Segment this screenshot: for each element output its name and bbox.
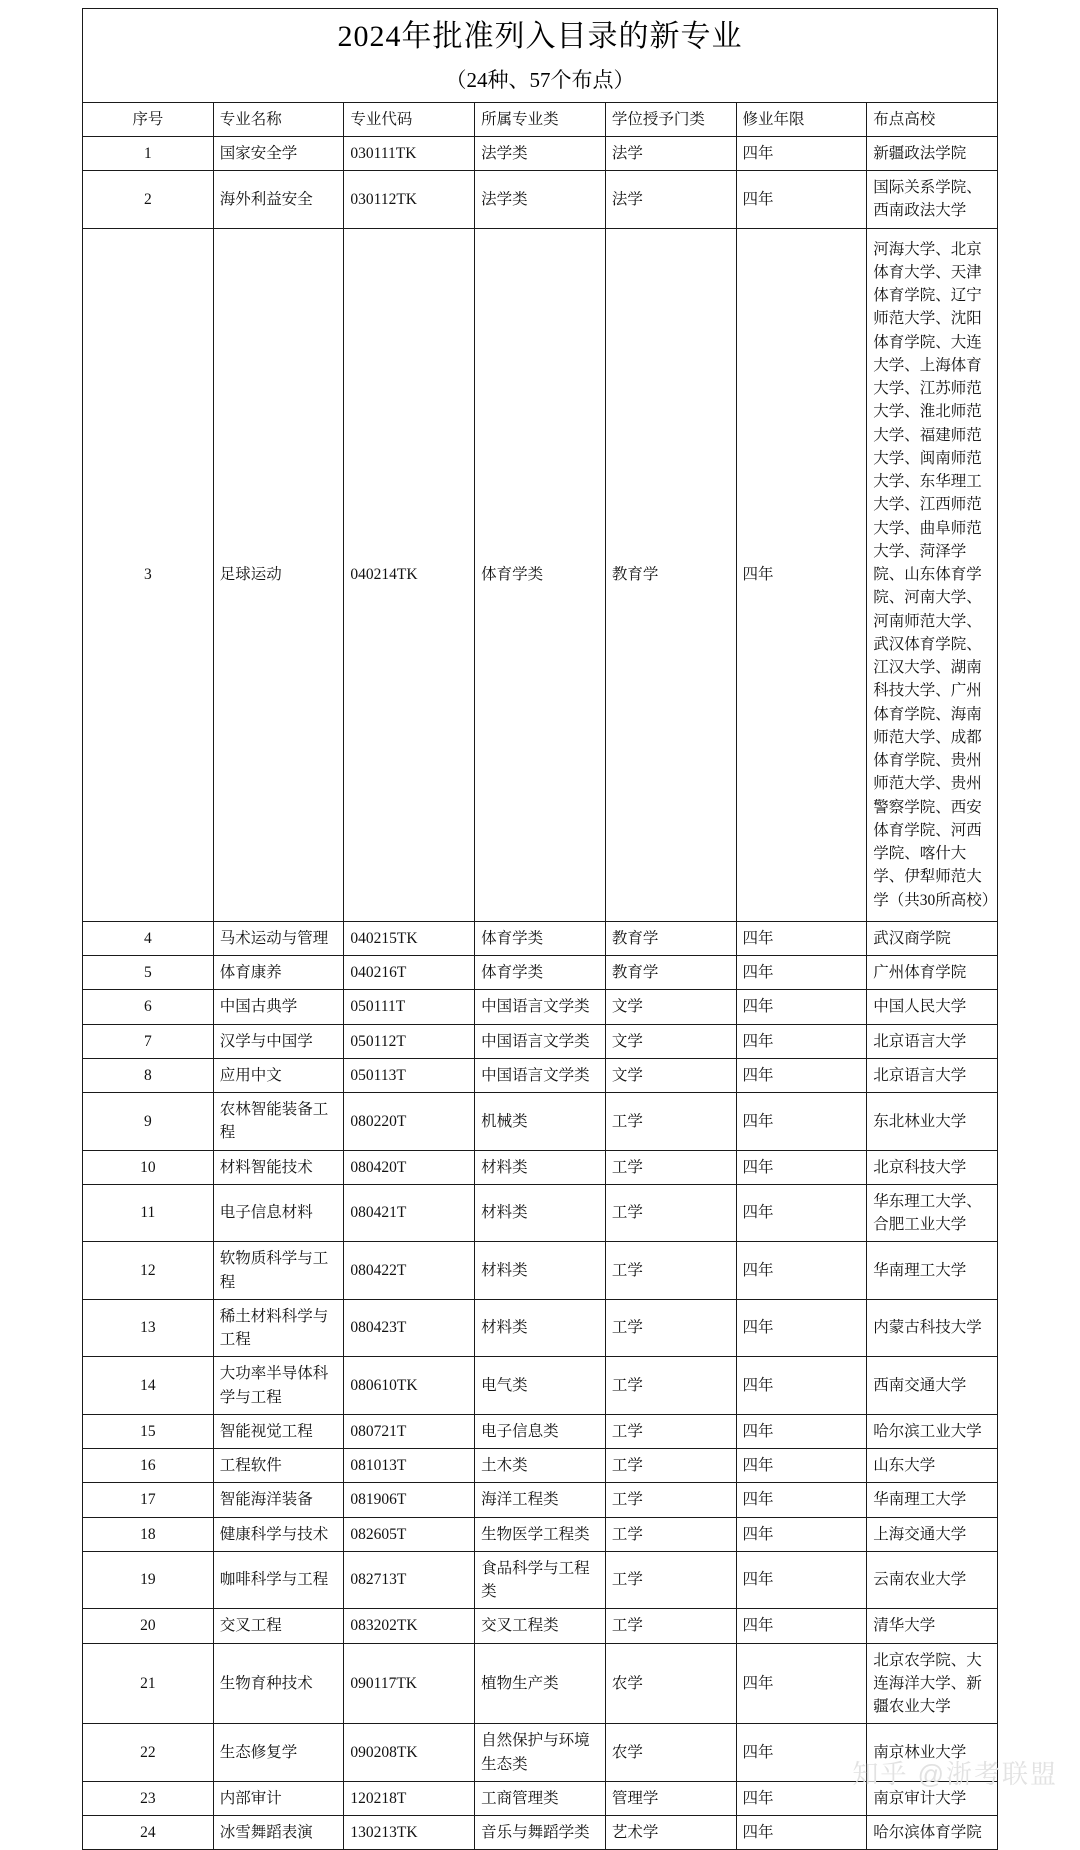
cell-universities: 南京林业大学 (867, 1724, 998, 1782)
cell-universities: 中国人民大学 (867, 990, 998, 1024)
table-row (83, 136, 998, 170)
cell-major-category: 法学类 (475, 136, 606, 170)
cell-major-name: 智能视觉工程 (213, 1414, 344, 1448)
page-subtitle: （24种、57个布点） (445, 68, 635, 92)
cell-index: 16 (83, 1449, 214, 1483)
cell-major-code: 080220T (344, 1093, 475, 1151)
cell-degree-category: 工学 (605, 1414, 736, 1448)
cell-index: 14 (83, 1357, 214, 1415)
cell-major-code: 040215TK (344, 921, 475, 955)
table-row (83, 1643, 998, 1724)
cell-major-code: 030111TK (344, 136, 475, 170)
cell-index: 4 (83, 921, 214, 955)
cell-study-years: 四年 (736, 1184, 867, 1242)
watermark: 知乎 @浙考联盟 (852, 1759, 1058, 1789)
cell-index: 10 (83, 1150, 214, 1184)
cell-study-years: 四年 (736, 1414, 867, 1448)
cell-major-category: 材料类 (475, 1242, 606, 1300)
cell-major-name: 软物质科学与工程 (213, 1242, 344, 1300)
cell-universities: 华南理工大学 (867, 1483, 998, 1517)
cell-major-name: 海外利益安全 (213, 171, 344, 229)
cell-major-code: 050112T (344, 1024, 475, 1058)
cell-major-category: 生物医学工程类 (475, 1517, 606, 1551)
cell-universities: 北京科技大学 (867, 1150, 998, 1184)
cell-study-years: 四年 (736, 1024, 867, 1058)
cell-major-name: 大功率半导体科学与工程 (213, 1357, 344, 1415)
cell-major-code: 080721T (344, 1414, 475, 1448)
cell-index: 5 (83, 956, 214, 990)
cell-study-years: 四年 (736, 228, 867, 921)
cell-degree-category: 教育学 (605, 956, 736, 990)
table-row (83, 1517, 998, 1551)
cell-index: 22 (83, 1724, 214, 1782)
cell-degree-category: 工学 (605, 1299, 736, 1357)
table-row (83, 1357, 998, 1415)
title-row (83, 9, 998, 103)
cell-degree-category: 法学 (605, 136, 736, 170)
cell-degree-category: 工学 (605, 1483, 736, 1517)
cell-study-years: 四年 (736, 1551, 867, 1609)
cell-major-category: 材料类 (475, 1150, 606, 1184)
table-title-cell (83, 9, 998, 103)
table-row (83, 1242, 998, 1300)
column-header-universities: 布点高校 (867, 102, 998, 136)
column-header-major-code: 专业代码 (344, 102, 475, 136)
table-row (83, 1483, 998, 1517)
cell-degree-category: 工学 (605, 1517, 736, 1551)
cell-major-category: 音乐与舞蹈学类 (475, 1816, 606, 1850)
cell-study-years: 四年 (736, 1449, 867, 1483)
cell-major-code: 040214TK (344, 228, 475, 921)
table-head (83, 9, 998, 137)
cell-universities: 北京语言大学 (867, 1024, 998, 1058)
cell-universities: 南京审计大学 (867, 1781, 998, 1815)
cell-index: 21 (83, 1643, 214, 1724)
cell-study-years: 四年 (736, 1781, 867, 1815)
page-title: 2024年批准列入目录的新专业 (337, 20, 743, 53)
table-body (83, 136, 998, 1850)
cell-major-code: 082605T (344, 1517, 475, 1551)
cell-major-category: 食品科学与工程类 (475, 1551, 606, 1609)
cell-major-category: 电气类 (475, 1357, 606, 1415)
cell-universities: 国际关系学院、西南政法大学 (867, 171, 998, 229)
cell-index: 15 (83, 1414, 214, 1448)
cell-index: 9 (83, 1093, 214, 1151)
cell-major-category: 材料类 (475, 1299, 606, 1357)
cell-major-name: 生态修复学 (213, 1724, 344, 1782)
cell-index: 6 (83, 990, 214, 1024)
table-row (83, 1058, 998, 1092)
cell-major-category: 自然保护与环境生态类 (475, 1724, 606, 1782)
cell-study-years: 四年 (736, 1517, 867, 1551)
cell-major-name: 健康科学与技术 (213, 1517, 344, 1551)
cell-study-years: 四年 (736, 1483, 867, 1517)
cell-universities: 新疆政法学院 (867, 136, 998, 170)
cell-study-years: 四年 (736, 1724, 867, 1782)
cell-degree-category: 文学 (605, 1058, 736, 1092)
cell-universities: 清华大学 (867, 1609, 998, 1643)
cell-major-name: 生物育种技术 (213, 1643, 344, 1724)
column-header-degree-category: 学位授予门类 (605, 102, 736, 136)
cell-degree-category: 工学 (605, 1551, 736, 1609)
cell-study-years: 四年 (736, 1058, 867, 1092)
cell-major-category: 体育学类 (475, 956, 606, 990)
cell-major-category: 中国语言文学类 (475, 1058, 606, 1092)
cell-universities: 西南交通大学 (867, 1357, 998, 1415)
column-header-major-category: 所属专业类 (475, 102, 606, 136)
cell-index: 18 (83, 1517, 214, 1551)
cell-universities: 哈尔滨工业大学 (867, 1414, 998, 1448)
cell-index: 3 (83, 228, 214, 921)
cell-index: 1 (83, 136, 214, 170)
table-row (83, 1299, 998, 1357)
cell-degree-category: 工学 (605, 1609, 736, 1643)
cell-universities: 哈尔滨体育学院 (867, 1816, 998, 1850)
cell-study-years: 四年 (736, 1609, 867, 1643)
cell-major-name: 电子信息材料 (213, 1184, 344, 1242)
cell-study-years: 四年 (736, 990, 867, 1024)
cell-major-code: 080421T (344, 1184, 475, 1242)
cell-universities: 华东理工大学、合肥工业大学 (867, 1184, 998, 1242)
cell-major-category: 法学类 (475, 171, 606, 229)
cell-universities: 上海交通大学 (867, 1517, 998, 1551)
cell-major-category: 交叉工程类 (475, 1609, 606, 1643)
cell-major-code: 040216T (344, 956, 475, 990)
cell-degree-category: 文学 (605, 990, 736, 1024)
cell-degree-category: 管理学 (605, 1781, 736, 1815)
cell-universities: 内蒙古科技大学 (867, 1299, 998, 1357)
cell-major-code: 082713T (344, 1551, 475, 1609)
cell-index: 2 (83, 171, 214, 229)
cell-index: 24 (83, 1816, 214, 1850)
cell-index: 19 (83, 1551, 214, 1609)
table-row (83, 171, 998, 229)
cell-index: 8 (83, 1058, 214, 1092)
cell-degree-category: 教育学 (605, 228, 736, 921)
column-header-major-name: 专业名称 (213, 102, 344, 136)
cell-major-category: 体育学类 (475, 228, 606, 921)
cell-major-code: 081013T (344, 1449, 475, 1483)
cell-degree-category: 工学 (605, 1357, 736, 1415)
cell-universities: 北京农学院、大连海洋大学、新疆农业大学 (867, 1643, 998, 1724)
cell-degree-category: 工学 (605, 1093, 736, 1151)
cell-major-name: 农林智能装备工程 (213, 1093, 344, 1151)
cell-major-name: 智能海洋装备 (213, 1483, 344, 1517)
cell-major-code: 080420T (344, 1150, 475, 1184)
cell-major-category: 材料类 (475, 1184, 606, 1242)
cell-universities: 东北林业大学 (867, 1093, 998, 1151)
cell-major-category: 海洋工程类 (475, 1483, 606, 1517)
column-header-study-years: 修业年限 (736, 102, 867, 136)
cell-major-name: 工程软件 (213, 1449, 344, 1483)
cell-study-years: 四年 (736, 1643, 867, 1724)
cell-degree-category: 农学 (605, 1643, 736, 1724)
table-row (83, 1414, 998, 1448)
cell-index: 7 (83, 1024, 214, 1058)
cell-major-name: 汉学与中国学 (213, 1024, 344, 1058)
cell-major-code: 090117TK (344, 1643, 475, 1724)
cell-study-years: 四年 (736, 1093, 867, 1151)
cell-major-name: 咖啡科学与工程 (213, 1551, 344, 1609)
cell-index: 17 (83, 1483, 214, 1517)
cell-study-years: 四年 (736, 1242, 867, 1300)
cell-universities: 北京语言大学 (867, 1058, 998, 1092)
cell-major-name: 国家安全学 (213, 136, 344, 170)
cell-major-code: 050113T (344, 1058, 475, 1092)
table-row (83, 1024, 998, 1058)
cell-degree-category: 法学 (605, 171, 736, 229)
cell-study-years: 四年 (736, 921, 867, 955)
cell-degree-category: 工学 (605, 1449, 736, 1483)
cell-study-years: 四年 (736, 171, 867, 229)
cell-major-name: 应用中文 (213, 1058, 344, 1092)
cell-major-category: 电子信息类 (475, 1414, 606, 1448)
cell-major-code: 080610TK (344, 1357, 475, 1415)
cell-universities: 华南理工大学 (867, 1242, 998, 1300)
cell-degree-category: 工学 (605, 1150, 736, 1184)
header-row (83, 102, 998, 136)
cell-major-code: 081906T (344, 1483, 475, 1517)
cell-index: 13 (83, 1299, 214, 1357)
table-row (83, 1150, 998, 1184)
cell-major-name: 体育康养 (213, 956, 344, 990)
cell-degree-category: 工学 (605, 1242, 736, 1300)
cell-universities: 河海大学、北京体育大学、天津体育学院、辽宁师范大学、沈阳体育学院、大连大学、上海体育大学、江苏师范大学、淮北师范大学、福建师范大学、闽南师范大学、东华理工大学、江西师范大学、曲阜师范大学、菏泽学院、山东体育学院、河南大学、河南师范大学、武汉体育学院、江汉大学、湖南科技大学、广州体育学院、海南师范大学、成都体育学院、贵州师范大学、贵州警察学院、西安体育学院、河西学院、喀什大学、伊犁师范大学（共30所高校） (867, 228, 998, 921)
cell-major-category: 植物生产类 (475, 1643, 606, 1724)
cell-major-code: 090208TK (344, 1724, 475, 1782)
cell-study-years: 四年 (736, 1816, 867, 1850)
cell-study-years: 四年 (736, 1357, 867, 1415)
table-row (83, 1551, 998, 1609)
cell-index: 11 (83, 1184, 214, 1242)
table-row (83, 1184, 998, 1242)
cell-index: 20 (83, 1609, 214, 1643)
table-row (83, 921, 998, 955)
cell-major-name: 中国古典学 (213, 990, 344, 1024)
cell-universities: 广州体育学院 (867, 956, 998, 990)
cell-study-years: 四年 (736, 1299, 867, 1357)
cell-major-category: 中国语言文学类 (475, 1024, 606, 1058)
cell-major-name: 马术运动与管理 (213, 921, 344, 955)
table-row (83, 1093, 998, 1151)
cell-degree-category: 艺术学 (605, 1816, 736, 1850)
table-row (83, 228, 998, 921)
cell-study-years: 四年 (736, 1150, 867, 1184)
cell-major-name: 稀土材料科学与工程 (213, 1299, 344, 1357)
cell-study-years: 四年 (736, 956, 867, 990)
table-row (83, 1449, 998, 1483)
cell-degree-category: 文学 (605, 1024, 736, 1058)
column-header-index: 序号 (83, 102, 214, 136)
cell-major-name: 材料智能技术 (213, 1150, 344, 1184)
cell-major-category: 中国语言文学类 (475, 990, 606, 1024)
table-row (83, 1816, 998, 1850)
cell-major-code: 080423T (344, 1299, 475, 1357)
cell-major-category: 工商管理类 (475, 1781, 606, 1815)
cell-major-name: 足球运动 (213, 228, 344, 921)
cell-major-code: 050111T (344, 990, 475, 1024)
cell-major-code: 080422T (344, 1242, 475, 1300)
table-row (83, 956, 998, 990)
cell-universities: 云南农业大学 (867, 1551, 998, 1609)
table-row (83, 1609, 998, 1643)
cell-degree-category: 教育学 (605, 921, 736, 955)
cell-major-category: 机械类 (475, 1093, 606, 1151)
cell-major-code: 083202TK (344, 1609, 475, 1643)
cell-study-years: 四年 (736, 136, 867, 170)
new-majors-table (82, 8, 998, 1850)
cell-index: 12 (83, 1242, 214, 1300)
cell-major-code: 120218T (344, 1781, 475, 1815)
cell-major-code: 030112TK (344, 171, 475, 229)
cell-major-code: 130213TK (344, 1816, 475, 1850)
table-row (83, 990, 998, 1024)
cell-universities: 武汉商学院 (867, 921, 998, 955)
cell-degree-category: 工学 (605, 1184, 736, 1242)
cell-major-name: 内部审计 (213, 1781, 344, 1815)
cell-major-name: 冰雪舞蹈表演 (213, 1816, 344, 1850)
cell-major-category: 土木类 (475, 1449, 606, 1483)
cell-major-category: 体育学类 (475, 921, 606, 955)
cell-degree-category: 农学 (605, 1724, 736, 1782)
cell-index: 23 (83, 1781, 214, 1815)
cell-universities: 山东大学 (867, 1449, 998, 1483)
cell-major-name: 交叉工程 (213, 1609, 344, 1643)
